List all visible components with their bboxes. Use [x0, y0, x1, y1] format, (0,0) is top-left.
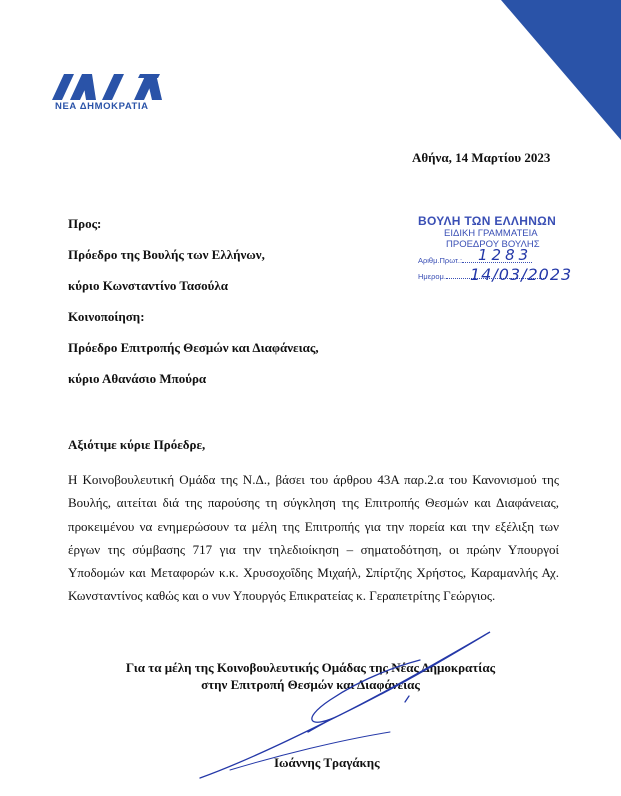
stamp-date-label: Ημερομ.	[418, 272, 446, 281]
cc-label: Κοινοποίηση:	[68, 309, 145, 324]
letter-body: Η Κοινοβουλευτική Ομάδα της Ν.Δ., βάσει του άρθρου 43Α παρ.2.α του Κανονισμού της Βουλής, αιτείται διά της παρούσης τη σύγκληση της Επιτροπής Θεσμών και Διαφάνειας, προκειμένου να ενημερώσουν τα μέλη της Επιτροπής για την πορεία και την εξέλιξη των έργων της σύμβασης 717 για την τηλεδιοίκηση – σηματοδότηση, οι πρώην Υπουργοί Υποδομών και Μεταφορών κ.κ. Χρυσοχοΐδης Μιχαήλ, Σπίρτζης Χρήστος, Καραμανλής Αχ. Κωνσταντίνος καθώς και ο νυν Υπουργός Επικρατείας κ. Γεραπετρίτης Γεώργιος.	[68, 472, 559, 604]
cc-line-2: κύριο Αθανάσιο Μπούρα	[68, 371, 207, 386]
cc-line-1: Πρόεδρο Επιτροπής Θεσμών και Διαφάνειας,	[68, 340, 319, 355]
stamp-protocol-value: 1283	[478, 246, 533, 264]
to-line-2: κύριο Κωνσταντίνο Τασούλα	[68, 278, 229, 293]
signature-line-2: στην Επιτροπή Θεσμών και Διαφάνειας	[201, 677, 420, 692]
signature-line-1: Για τα μέλη της Κοινοβουλευτικής Ομάδας της Νέας Δημοκρατίας	[125, 660, 496, 675]
to-line-1: Πρόεδρο της Βουλής των Ελλήνων,	[68, 247, 265, 262]
stamp-subtitle: ΕΙΔΙΚΗ ΓΡΑΜΜΑΤΕΙΑ	[444, 228, 538, 239]
stamp-office: ΠΡΟΕΔΡΟΥ ΒΟΥΛΗΣ	[446, 239, 540, 250]
letter-date: Αθήνα, 14 Μαρτίου 2023	[412, 150, 551, 165]
logo-text: ΝΕΑ ΔΗΜΟΚΡΑΤΙΑ	[55, 101, 149, 112]
stamp-date-value: 14/03/2023	[470, 265, 573, 284]
nd-logo-icon	[52, 74, 168, 100]
salutation: Αξιότιμε κύριε Πρόεδρε,	[68, 437, 206, 452]
to-label: Προς:	[68, 216, 102, 231]
corner-triangle-decoration	[501, 0, 621, 140]
stamp-protocol-label: Αριθμ.Πρωτ.:	[418, 256, 463, 265]
stamp-title: ΒΟΥΛΗ ΤΩΝ ΕΛΛΗΝΩΝ	[418, 214, 557, 228]
signatory-name: Ιωάννης Τραγάκης	[274, 755, 380, 770]
